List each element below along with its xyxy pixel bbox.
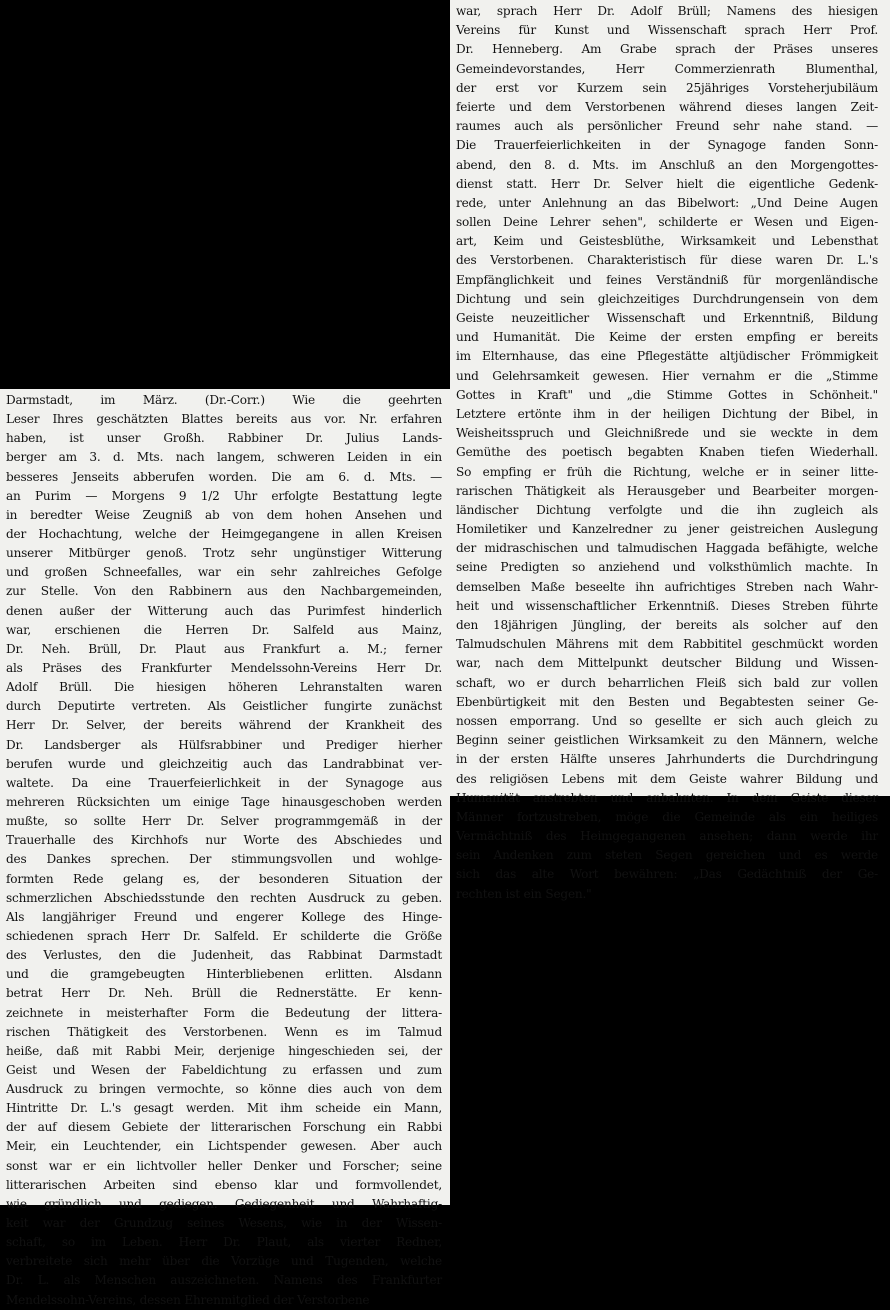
left-column-line: der auf diesem Gebiete der litterarischen Forschung ein Rabbi (6, 1120, 442, 1135)
left-column-line: Mendelssohn-Vereins, dessen Ehrenmitglied der Verstorbene (6, 1292, 370, 1307)
left-column-line: schiedenen sprach Herr Dr. Salfeld. Er schilderte die Größe (6, 928, 442, 943)
left-column-line: litterarischen Arbeiten sind ebenso klar und formvollendet, (6, 1177, 442, 1192)
right-column-line: dienst statt. Herr Dr. Selver hielt die eigentliche Gedenk- (456, 176, 878, 191)
left-column-line: war, erschienen die Herren Dr. Salfeld aus Mainz, (6, 622, 442, 637)
right-column-line: schaft, wo er durch beharrlichen Fleiß sich bald zur vollen (456, 675, 878, 690)
right-column-line: in der ersten Hälfte unseres Jahrhunderts die Durchdringung (456, 752, 878, 767)
left-column-line: schaft, so im Leben. Herr Dr. Plaut, als vierter Redner, (6, 1235, 442, 1250)
left-column-line: in beredter Weise Zeugniß ab von dem hohen Ansehen und (6, 507, 442, 522)
right-column-line: im Elternhause, das eine Pflegestätte altjüdischer Frömmigkeit (456, 349, 878, 364)
right-column-line: Homiletiker und Kanzelredner zu jener geistreichen Auslegung (456, 522, 878, 537)
right-column-line: rarischen Thätigkeit als Herausgeber und Bearbeiter morgen- (456, 483, 878, 498)
right-column-line: Dichtung und sein gleichzeitiges Durchdrungensein von dem (456, 291, 878, 306)
right-column-line: Empfänglichkeit und feines Verständniß für morgenländische (456, 272, 878, 287)
left-column-line: des Verlustes, den die Judenheit, das Rabbinat Darmstadt (6, 948, 442, 963)
left-column-line: an Purim — Morgens 9 1/2 Uhr erfolgte Bestattung legte (6, 488, 442, 503)
left-column-line: Ausdruck zu bringen vermochte, so könne dies auch von dem (6, 1082, 442, 1097)
left-column-line: sonst war er ein lichtvoller heller Denker und Forscher; seine (6, 1158, 442, 1173)
right-column-line: des religiösen Lebens mit dem Geiste wahrer Bildung und (456, 771, 878, 786)
right-column-line: war, nach dem Mittelpunkt deutscher Bildung und Wissen- (456, 656, 878, 671)
right-column-line: Gemeindevorstandes, Herr Commerzienrath Blumenthal, (456, 61, 878, 76)
left-column-line: betrat Herr Dr. Neh. Brüll die Rednerstätte. Er kenn- (6, 986, 442, 1001)
right-column-line: des Verstorbenen. Charakteristisch für diese waren Dr. L.'s (456, 253, 878, 268)
right-column-line: Geiste neuzeitlicher Wissenschaft und Erkenntniß, Bildung (456, 311, 878, 325)
left-column-line: zur Stelle. Von den Rabbinern aus den Nachbargemeinden, (6, 584, 442, 599)
right-column-line: Die Trauerfeierlichkeiten in der Synagoge fanden Sonn- (456, 138, 878, 153)
left-column-line: Leser Ihres geschätzten Blattes bereits aus vor. Nr. erfahren (6, 412, 442, 427)
right-column-line: heit und wissenschaftlicher Erkenntniß. Dieses Streben führte (456, 598, 878, 613)
left-column-line: verbreitete sich mehr über die Vorzüge und Tugenden, welche (6, 1254, 442, 1269)
right-column-line: sein Andenken zum steten Segen gereichen und es werde (456, 848, 878, 863)
left-column-line: der Hochachtung, welche der Heimgegangene in allen Kreisen (6, 526, 442, 541)
left-column-line: berufen wurde und gleichzeitig auch das Landrabbinat ver- (6, 756, 442, 771)
left-column-line: des Dankes sprechen. Der stimmungsvollen und wohlge- (6, 852, 442, 867)
right-column-line: und Gelehrsamkeit gewesen. Hier vernahm er die „Stimme (456, 368, 878, 383)
right-column-line: Beginn seiner geistlichen Wirksamkeit zu den Männern, welche (456, 733, 878, 748)
left-column-line: zeichnete in meisterhafter Form die Bedeutung der littera- (6, 1005, 442, 1020)
left-column-line: Hintritte Dr. L.'s gesagt werden. Mit ihm scheide ein Mann, (6, 1101, 442, 1116)
right-column-line: rechten ist ein Segen." (456, 886, 592, 901)
left-column-line: unserer Mitbürger genoß. Trotz sehr ungünstiger Witterung (6, 546, 442, 561)
right-column-line: Humanität anstrebten und anbahnten. In dem Geiste dieser (456, 790, 878, 805)
left-column-line: Darmstadt, im März. (Dr.-Corr.) Wie die geehrten (6, 393, 442, 407)
right-column-line: Letztere ertönte ihm in der heiligen Dichtung der Bibel, in (456, 406, 878, 421)
left-column-line: Geist und Wesen der Fabeldichtung zu erfassen und zum (6, 1062, 442, 1077)
left-column-line: rischen Thätigkeit des Verstorbenen. Wenn es im Talmud (6, 1024, 442, 1039)
right-column-line: rede, unter Anlehnung an das Bibelwort: „Und Deine Augen (456, 195, 878, 210)
left-column-line: heiße, daß mit Rabbi Meir, derjenige hingeschieden sei, der (6, 1043, 442, 1058)
right-column-line: der midraschischen und talmudischen Haggada befähigte, welche (456, 541, 878, 556)
left-column-line: Adolf Brüll. Die hiesigen höheren Lehranstalten waren (6, 680, 442, 695)
right-column-line: raumes auch als persönlicher Freund sehr nahe stand. — (456, 119, 878, 134)
right-column-line: Ebenbürtigkeit mit den Besten und Begabtesten seiner Ge- (456, 694, 878, 709)
right-column-line: Vermächtniß des Heimgegangenen ansehen; dann werde ihr (456, 829, 878, 844)
right-column-line: So empfing er früh die Richtung, welche er in seiner litte- (456, 464, 878, 479)
left-column-line: schmerzlichen Abschiedsstunde den rechten Ausdruck zu geben. (6, 890, 442, 905)
left-column-line: mußte, so sollte Herr Dr. Selver programmgemäß in der (6, 814, 442, 829)
right-column-line: den 18jährigen Jüngling, der bereits als solcher auf den (456, 618, 878, 632)
left-column-line: besseres Jenseits abberufen worden. Die am 6. d. Mts. — (6, 469, 442, 484)
left-column-line: wie gründlich und gediegen. Gediegenheit und Wahrhaftig- (6, 1196, 442, 1211)
left-column-line: Dr. Landsberger als Hülfsrabbiner und Prediger hierher (6, 737, 442, 752)
article-column-right (450, 0, 890, 901)
right-column-line: feierte und dem Verstorbenen während dieses langen Zeit- (456, 99, 878, 114)
right-column-line: der erst vor Kurzem sein 25jähriges Vorsteherjubiläum (456, 80, 878, 95)
right-column-line: Vereins für Kunst und Wissenschaft sprach Herr Prof. (456, 23, 878, 38)
left-column-line: Meir, ein Leuchtender, ein Lichtspender gewesen. Aber auch (6, 1139, 442, 1154)
left-column-line: Trauerhalle des Kirchhofs nur Worte des Abschiedes und (6, 833, 442, 848)
right-column-line: Talmudschulen Mährens mit dem Rabbititel geschmückt worden (456, 637, 878, 652)
right-column-line: Dr. Henneberg. Am Grabe sprach der Präses unseres (456, 42, 878, 57)
left-column-line: mehreren Rücksichten um einige Tage hinausgeschoben werden (6, 794, 442, 809)
right-column-line: war, sprach Herr Dr. Adolf Brüll; Namens des hiesigen (456, 4, 878, 18)
left-column-line: keit war der Grundzug seines Wesens, wie in der Wissen- (6, 1216, 442, 1231)
right-column-line: seine Predigten so anziehend und volksthümlich machte. In (456, 560, 878, 575)
right-column-line: demselben Maße beseelte ihn aufrichtiges Streben nach Wahr- (456, 579, 878, 594)
left-column-line: und die gramgebeugten Hinterbliebenen erlitten. Alsdann (6, 967, 442, 982)
left-column-line: Als langjähriger Freund und engerer Kollege des Hinge- (6, 909, 442, 924)
right-column-line: und Humanität. Die Keime der ersten empfing er bereits (456, 330, 878, 345)
left-column-line: durch Deputirte vertreten. Als Geistlicher fungirte zunächst (6, 699, 442, 714)
right-column-line: sollen Deine Lehrer sehen", schilderte er Wesen und Eigen- (456, 215, 878, 230)
left-column-line: als Präses des Frankfurter Mendelssohn-Vereins Herr Dr. (6, 660, 442, 675)
left-column-line: und großen Schneefalles, war ein sehr zahlreiches Gefolge (6, 565, 442, 580)
right-column-line: sich das alte Wort bewähren: „Das Gedächtniß der Ge- (456, 867, 878, 882)
left-column-line: denen außer der Witterung auch das Purimfest hinderlich (6, 603, 442, 618)
left-column-line: haben, ist unser Großh. Rabbiner Dr. Julius Lands- (6, 431, 442, 446)
right-column-line: Männer fortzustreben, möge die Gemeinde als ein heiliges (456, 809, 878, 824)
right-column-line: abend, den 8. d. Mts. im Anschluß an den Morgengottes- (456, 157, 878, 172)
left-column-line: formten Rede gelang es, der besonderen Situation der (6, 871, 442, 886)
right-column-line: Gemüthe des poetisch begabten Knaben tiefen Wiederhall. (456, 445, 878, 460)
right-column-line: Weisheitsspruch und Gleichnißrede und sie weckte in dem (456, 426, 878, 441)
right-column-line: ländischer Dichtung verfolgte und die ihn zugleich als (456, 502, 878, 517)
left-column-line: Dr. Neh. Brüll, Dr. Plaut aus Frankfurt a. M.; ferner (6, 641, 442, 656)
left-column-line: waltete. Da eine Trauerfeierlichkeit in der Synagoge aus (6, 775, 442, 790)
left-column-line: Herr Dr. Selver, der bereits während der Krankheit des (6, 718, 442, 733)
right-column-line: art, Keim und Geistesblüthe, Wirksamkeit und Lebensthat (456, 234, 878, 249)
left-column-line: berger am 3. d. Mts. nach langem, schweren Leiden in ein (6, 450, 442, 465)
left-column-line: Dr. L. als Menschen auszeichneten. Namens des Frankfurter (6, 1273, 442, 1288)
right-column-line: nossen emporrang. Und so gesellte er sich auch gleich zu (456, 713, 878, 728)
right-column-line: Gottes in Kraft" und „die Stimme Gottes in Schönheit." (456, 387, 878, 402)
article-column-left (0, 389, 450, 1307)
